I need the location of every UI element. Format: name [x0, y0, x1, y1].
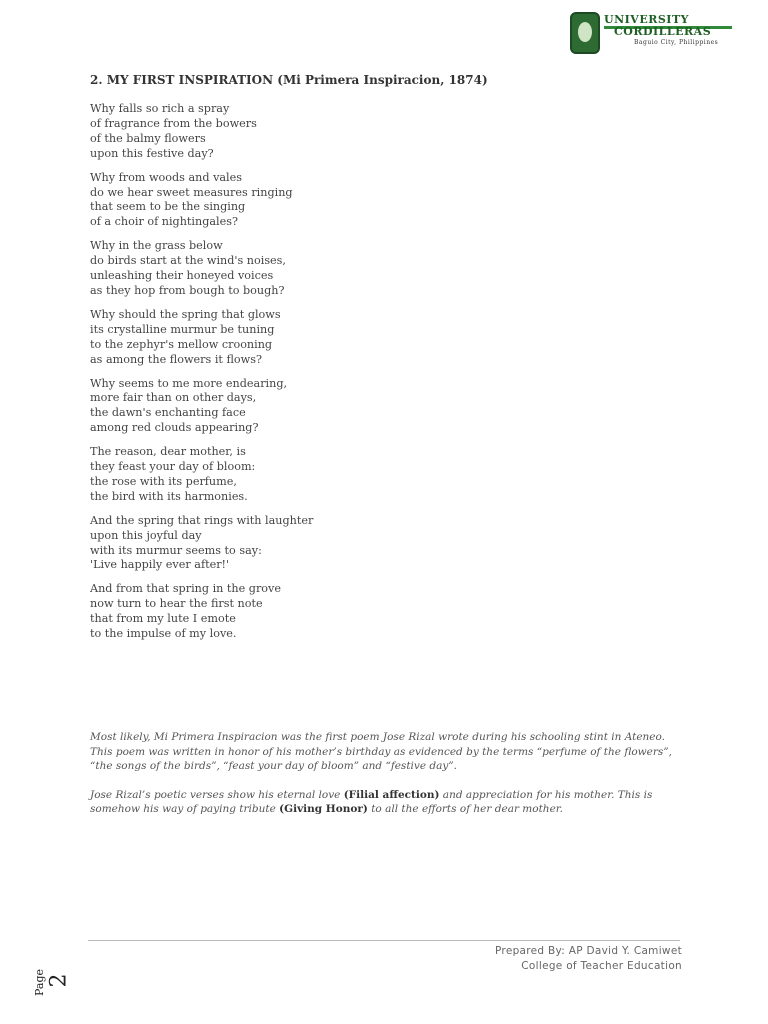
- footer-divider: [88, 940, 680, 941]
- poem-line: that from my lute I emote: [90, 612, 236, 626]
- poem-line: Why from woods and vales: [90, 170, 242, 184]
- commentary-text: to all the efforts of her dear mother.: [367, 803, 563, 816]
- poem-line: the bird with its harmonies.: [90, 489, 248, 503]
- poem-line: And the spring that rings with laughter: [90, 513, 314, 527]
- poem-line: 'Live happily ever after!': [90, 558, 230, 572]
- poem-line: do we hear sweet measures ringing: [90, 185, 293, 199]
- poem-line: unleashing their honeyed voices: [90, 269, 274, 283]
- stanza: [90, 377, 410, 437]
- poem-line: to the impulse of my love.: [90, 627, 237, 641]
- poem-line: And from that spring in the grove: [90, 582, 281, 596]
- poem-line: Why in the grass below: [90, 239, 223, 253]
- footer: [495, 944, 682, 974]
- poem-line: as they hop from bough to bough?: [90, 283, 285, 297]
- poem-title: 2. MY FIRST INSPIRATION (Mi Primera Inspiracion, 1874): [90, 73, 488, 87]
- college-name: College of Teacher Education: [521, 960, 682, 972]
- logo-line-2: CORDILLERAS: [614, 25, 712, 38]
- commentary: [90, 730, 690, 831]
- prepared-by: Prepared By: AP David Y. Camiwet: [494, 945, 682, 957]
- poem-line: that seem to be the singing: [90, 200, 246, 214]
- stanza: [90, 239, 410, 299]
- poem-line: with its murmur seems to say:: [90, 543, 262, 557]
- poem-line: of fragrance from the bowers: [90, 116, 257, 130]
- poem-line: to the zephyr's mellow crooning: [90, 337, 273, 351]
- poem-line: its crystalline murmur be tuning: [90, 322, 275, 336]
- stanza: [90, 514, 410, 574]
- poem-line: Why should the spring that glows: [90, 307, 281, 321]
- commentary-text: Jose Rizal’s poetic verses show his eternal love: [90, 788, 344, 801]
- emphasis-giving-honor: (Giving Honor): [279, 803, 368, 816]
- poem-line: now turn to hear the first note: [90, 597, 263, 611]
- poem-line: the dawn's enchanting face: [90, 406, 246, 420]
- poem-line: upon this joyful day: [90, 528, 202, 542]
- poem-line: Why falls so rich a spray: [90, 102, 230, 115]
- poem-line: as among the flowers it flows?: [90, 352, 262, 366]
- page-digit: 2: [46, 973, 72, 988]
- stanza: [90, 171, 410, 231]
- logo-line-1: UNIVERSITY: [604, 13, 689, 26]
- university-seal-icon: [570, 12, 600, 54]
- poem-line: among red clouds appearing?: [90, 421, 259, 435]
- logo-line-3: Baguio City, Philippines: [634, 39, 719, 46]
- commentary-text: and appreciation for his mother. This is somehow his way of paying tribute: [90, 788, 653, 816]
- stanza: [90, 582, 410, 642]
- poem-body: [90, 102, 410, 651]
- emphasis-filial-affection: (Filial affection): [343, 788, 440, 801]
- page-label: Page: [33, 968, 47, 997]
- poem-line: of a choir of nightingales?: [90, 215, 238, 229]
- stanza: [90, 308, 410, 368]
- poem-line: the rose with its perfume,: [90, 474, 237, 488]
- poem-line: do birds start at the wind's noises,: [90, 254, 286, 268]
- page-number: [30, 966, 78, 1000]
- poem-line: more fair than on other days,: [90, 391, 257, 405]
- poem-line: Why seems to me more endearing,: [90, 376, 288, 390]
- poem-line: of the balmy flowers: [90, 131, 206, 145]
- stanza: [90, 102, 410, 162]
- logo-text: [604, 14, 732, 47]
- commentary-paragraph-1: Most likely, Mi Primera Inspiracion was the first poem Jose Rizal wrote during his schooling stint in Ateneo. This poem was written in honor of his mother’s birthday as evidenced by the terms “perfume of the flowers”, “the songs of the birds”, “feast your day of bloom” and “festive day”.: [90, 731, 672, 773]
- commentary-paragraph-2: [90, 788, 690, 817]
- university-logo: [570, 12, 732, 58]
- stanza: [90, 445, 410, 505]
- poem-line: upon this festive day?: [90, 146, 214, 160]
- poem-line: they feast your day of bloom:: [90, 460, 256, 474]
- poem-line: The reason, dear mother, is: [90, 445, 246, 459]
